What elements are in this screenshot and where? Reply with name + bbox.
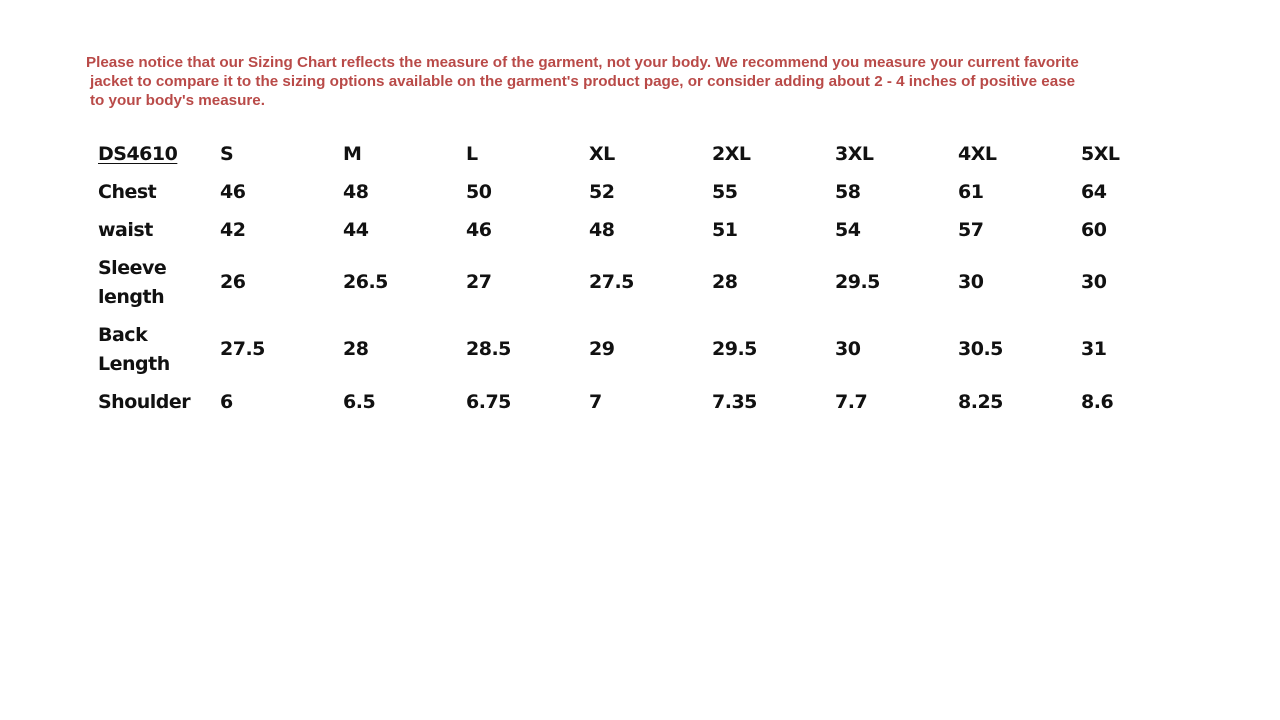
row-label-line-1: Back — [98, 323, 148, 346]
size-chart-table — [98, 135, 1204, 421]
row-label-line-2: Length — [98, 352, 170, 375]
table-cell: 26.5 — [343, 271, 388, 293]
table-cell: 29.5 — [835, 271, 880, 293]
size-header-l: L — [466, 142, 478, 165]
table-cell: 58 — [835, 180, 861, 203]
measure-row-waist — [98, 211, 1204, 249]
sizing-notice-line-3: to your body's measure. — [90, 92, 265, 109]
table-cell: 54 — [835, 218, 861, 241]
measure-row-back-length — [98, 316, 1204, 383]
row-label: Shoulder — [98, 390, 191, 413]
size-header-xl: XL — [589, 142, 615, 165]
sizing-notice-line-1: Please notice that our Sizing Chart reflects the measure of the garment, not your body. We recommend you measure your current favorite — [86, 54, 1079, 71]
table-cell: 8.25 — [958, 390, 1003, 413]
table-cell: 29 — [589, 338, 615, 360]
table-cell: 28.5 — [466, 338, 511, 360]
table-cell: 7.7 — [835, 390, 868, 413]
table-cell: 44 — [343, 218, 369, 241]
measure-row-chest — [98, 173, 1204, 211]
table-cell: 26 — [220, 271, 246, 293]
row-label: Chest — [98, 180, 157, 203]
table-cell: 6.75 — [466, 390, 511, 413]
table-cell: 64 — [1081, 180, 1107, 203]
row-label-line-2: length — [98, 285, 165, 308]
table-cell: 57 — [958, 218, 984, 241]
table-cell: 28 — [343, 338, 369, 360]
table-cell: 31 — [1081, 338, 1107, 360]
table-cell: 27.5 — [589, 271, 634, 293]
table-cell: 29.5 — [712, 338, 757, 360]
size-header-2xl: 2XL — [712, 142, 751, 165]
table-cell: 8.6 — [1081, 390, 1114, 413]
table-cell: 55 — [712, 180, 738, 203]
table-cell: 61 — [958, 180, 984, 203]
model-code: DS4610 — [98, 142, 178, 165]
size-header-3xl: 3XL — [835, 142, 874, 165]
table-cell: 7.35 — [712, 390, 757, 413]
table-cell: 6 — [220, 390, 233, 413]
table-cell: 50 — [466, 180, 492, 203]
table-cell: 52 — [589, 180, 615, 203]
table-cell: 30 — [958, 271, 984, 293]
table-cell: 27 — [466, 271, 492, 293]
table-cell: 27.5 — [220, 338, 265, 360]
size-header-5xl: 5XL — [1081, 142, 1120, 165]
table-cell: 30 — [835, 338, 861, 360]
size-header-m: M — [343, 142, 362, 165]
table-cell: 7 — [589, 390, 602, 413]
table-cell: 46 — [466, 218, 492, 241]
measure-row-shoulder — [98, 383, 1204, 421]
table-cell: 46 — [220, 180, 246, 203]
table-cell: 28 — [712, 271, 738, 293]
size-header-s: S — [220, 142, 234, 165]
measure-row-sleeve-length — [98, 249, 1204, 316]
table-cell: 48 — [343, 180, 369, 203]
table-cell: 51 — [712, 218, 738, 241]
table-cell: 42 — [220, 218, 246, 241]
row-label: waist — [98, 218, 153, 241]
sizing-notice-line-2: jacket to compare it to the sizing options available on the garment's product page, or consider adding about 2 - 4 inches of positive ease — [90, 73, 1076, 90]
row-label — [98, 254, 220, 312]
size-header-4xl: 4XL — [958, 142, 997, 165]
table-cell: 6.5 — [343, 390, 376, 413]
size-header-row — [98, 135, 1204, 173]
row-label — [98, 321, 220, 379]
table-cell: 30.5 — [958, 338, 1003, 360]
table-cell: 48 — [589, 218, 615, 241]
row-label-line-1: Sleeve — [98, 256, 167, 279]
table-cell: 60 — [1081, 218, 1107, 241]
sizing-notice — [86, 53, 1146, 110]
table-cell: 30 — [1081, 271, 1107, 293]
